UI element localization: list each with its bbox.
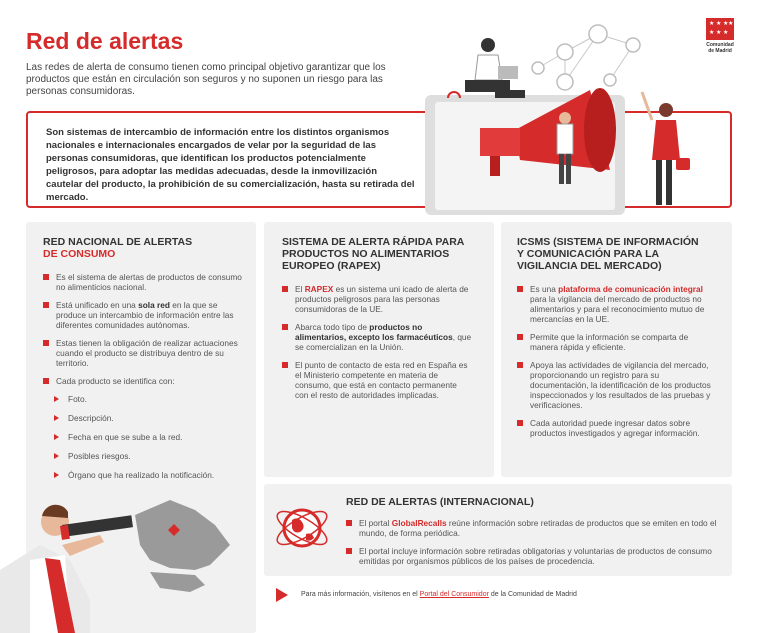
list-item: Está unificado en una sola red en la que se produce un intercambio de información entre las diferentes comunidades autónomas. xyxy=(43,300,243,330)
international-title: RED DE ALERTAS (INTERNACIONAL) xyxy=(346,496,534,508)
list-item: El portal GlobalRecalls reúne información sobre retiradas de productos que se emiten en todo el mundo, de forma periódica. xyxy=(346,518,720,538)
list-item: Apoya las actividades de vigilancia del mercado, proporcionando un registro para su documentación, la identificación de los productos inspeccionados y los resultados de las pruebas y verificaciones. xyxy=(517,360,717,410)
list-item: Estas tienen la obligación de realizar actuaciones cuando el producto se distribuya dentro de su territorio. xyxy=(43,338,243,368)
sub-list-item: Descripción. xyxy=(54,413,243,423)
list-item: El portal incluye información sobre retiradas obligatorias y voluntarias de productos de consumo emitidas por organismos públicos de los países de procedencia. xyxy=(346,546,720,566)
sub-list-item: Foto. xyxy=(54,394,243,404)
sub-list-item: Posibles riesgos. xyxy=(54,451,243,461)
page-title: Red de alertas xyxy=(26,28,184,54)
list-item: Cada autoridad puede ingresar datos sobre productos investigados y agregar información. xyxy=(517,418,717,438)
list-item: Es el sistema de alertas de productos de consumo no alimenticios nacional. xyxy=(43,272,243,292)
logo-text-2: de Madrid xyxy=(708,48,732,54)
list-item: Permite que la información se comparta de manera rápida y eficiente. xyxy=(517,332,717,352)
logo-text-1: Comunidad xyxy=(706,42,734,48)
logo-flag-icon: ★ ★ ★ ★ ★ ★ ★ xyxy=(706,18,734,40)
list-item: Cada producto se identifica con: xyxy=(43,376,243,386)
list-item: El RAPEX es un sistema uni icado de alerta de productos peligrosos para las personas consumidoras de la UE. xyxy=(282,284,472,314)
footer-text: Para más información, visítenos en el Portal del Consumidor de la Comunidad de Madrid xyxy=(301,591,577,598)
spyglass-illustration xyxy=(0,490,256,633)
icsms-card xyxy=(501,222,732,477)
sub-list-item: Órgano que ha realizado la notificación. xyxy=(54,470,243,480)
intro-text: Las redes de alerta de consumo tienen como principal objetivo garantizar que los productos que están en circulación son seguros y no suponen un riesgo para las personas consumidoras. xyxy=(26,62,386,97)
megaphone-illustration xyxy=(420,10,710,215)
national-title: RED NACIONAL DE ALERTAS DE CONSUMO xyxy=(43,236,193,260)
definition-text: Son sistemas de intercambio de información entre los distintos organismos nacionales e internacionales encargados de velar por la seguridad de las personas consumidoras, que identifican los productos potencialmente peligrosos, para adoptar las medidas adecuadas, desde la inmovilización cautelar del producto, la prohibición de su comercialización, hasta su retirada del mercado. xyxy=(46,127,415,203)
sub-list-item: Fecha en que se sube a la red. xyxy=(54,432,243,442)
list-item: Es una plataforma de comunicación integral para la vigilancia del mercado de productos no alimentarios y para el reconocimiento mutuo de mercancías en la UE. xyxy=(517,284,717,324)
rapex-title: SISTEMA DE ALERTA RÁPIDA PARA PRODUCTOS NO ALIMENTARIOS EUROPEO (RAPEX) xyxy=(282,236,465,272)
portal-consumidor-link[interactable]: Portal del Consumidor xyxy=(419,591,489,598)
globe-icon xyxy=(272,498,332,558)
arrow-icon xyxy=(276,588,288,602)
list-item: El punto de contacto de esta red en España es el Ministerio competente en materia de consumo, que está en contacto permanente con el resto de autoridades implicadas. xyxy=(282,360,472,400)
icsms-title: ICSMS (SISTEMA DE INFORMACIÓN Y COMUNICACIÓN PARA LA VIGILANCIA DEL MERCADO) xyxy=(517,236,699,272)
list-item: Abarca todo tipo de productos no alimentarios, excepto los farmacéuticos, que se comercializan en la Unión. xyxy=(282,322,472,352)
rapex-card xyxy=(264,222,494,477)
international-card xyxy=(264,484,732,576)
